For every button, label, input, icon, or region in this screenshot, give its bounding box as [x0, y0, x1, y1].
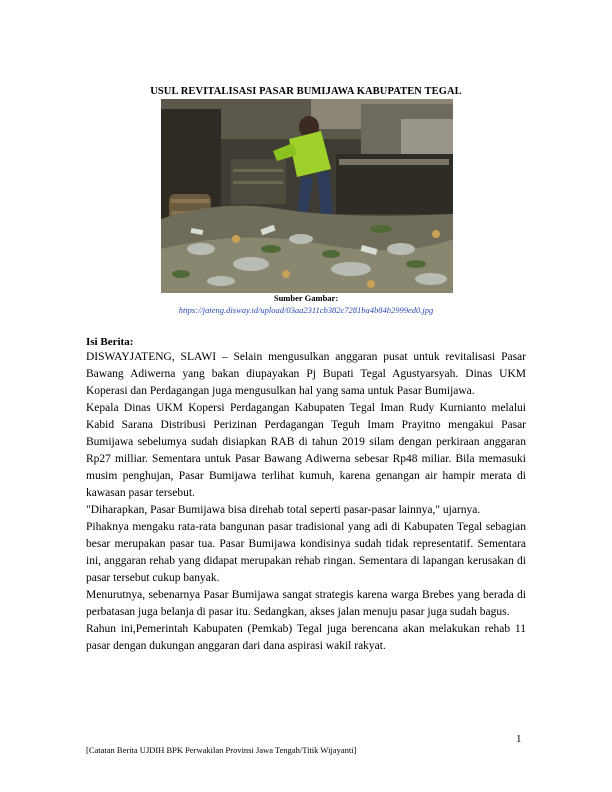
market-photo	[161, 99, 453, 293]
paragraph: Rahun ini,Pemerintah Kabupaten (Pemkab) Tegal juga berencana akan melakukan rehab 11 pasar dengan dukungan anggaran dari dana aspirasi wakil rakyat.	[86, 623, 526, 652]
image-source-link[interactable]: https://jateng.disway.id/upload/03aa2311cb382c7281ba4b84b2999ed0.jpg	[178, 305, 434, 315]
paragraph: Kepala Dinas UKM Kopersi Perdagangan Kabupaten Tegal Iman Rudy Kurnianto melalui Kabid Sarana Distribusi Perizinan Perdagangan Teguh Imam Prayitno mengakui Pasar Bumijawa sebelumya sudah disiapkan RAB di tahun 2019 silam dengan perkiraan anggaran Rp27 milliar. Sementara untuk Pasar Bawang Adiwerna sebesar Rp48 miliar. Bila memasuki musim penghujan, Pasar Bumijawa terlihat kumuh, karena genangan air hampir merata di kawasan pasar tersebut.	[86, 402, 526, 499]
paragraph: Pihaknya mengaku rata-rata bangunan pasar tradisional yang adi di Kabupaten Tegal sebagian besar merupakan pasar tua. Pasar Bumijawa kondisinya sudah tidak representatif. Sementara ini, anggaran rehab yang didapat merupakan rehab ringan. Sementara di lapangan kerusakan di pasar tersebut cukup banyak.	[86, 521, 526, 584]
paragraph: Menurutnya, sebenarnya Pasar Bumijawa sangat strategis karena warga Brebes yang berada di perbatasan juga belanja di pasar itu. Sedangkan, akses jalan menuju pasar juga sudah bagus.	[86, 589, 526, 618]
paragraph: DISWAYJATENG, SLAWI – Selain mengusulkan anggaran pusat untuk revitalisasi Pasar Bawang Adiwerna yang bakan diupayakan Pj Bupati Tegal Agustyarsyah. Dinas UKM Koperasi dan Perdagangan juga mengusulkan hal yang sama untuk Pasar Bumijawa.	[86, 351, 526, 397]
page-number: 1	[516, 733, 522, 745]
document-title: USUL REVITALISASI PASAR BUMIJAWA KABUPATEN TEGAL	[150, 86, 462, 97]
article-body	[86, 349, 526, 655]
paragraph: "Diharapkan, Pasar Bumijawa bisa direhab total seperti pasar-pasar lainnya," ujarnya.	[86, 504, 481, 516]
footer-note: [Catatan Berita UJDIH BPK Perwakilan Provinsi Jawa Tengah/Titik Wijayanti]	[86, 745, 357, 755]
section-label: Isi Berita:	[86, 336, 134, 348]
image-caption: Sumber Gambar:	[273, 293, 339, 303]
